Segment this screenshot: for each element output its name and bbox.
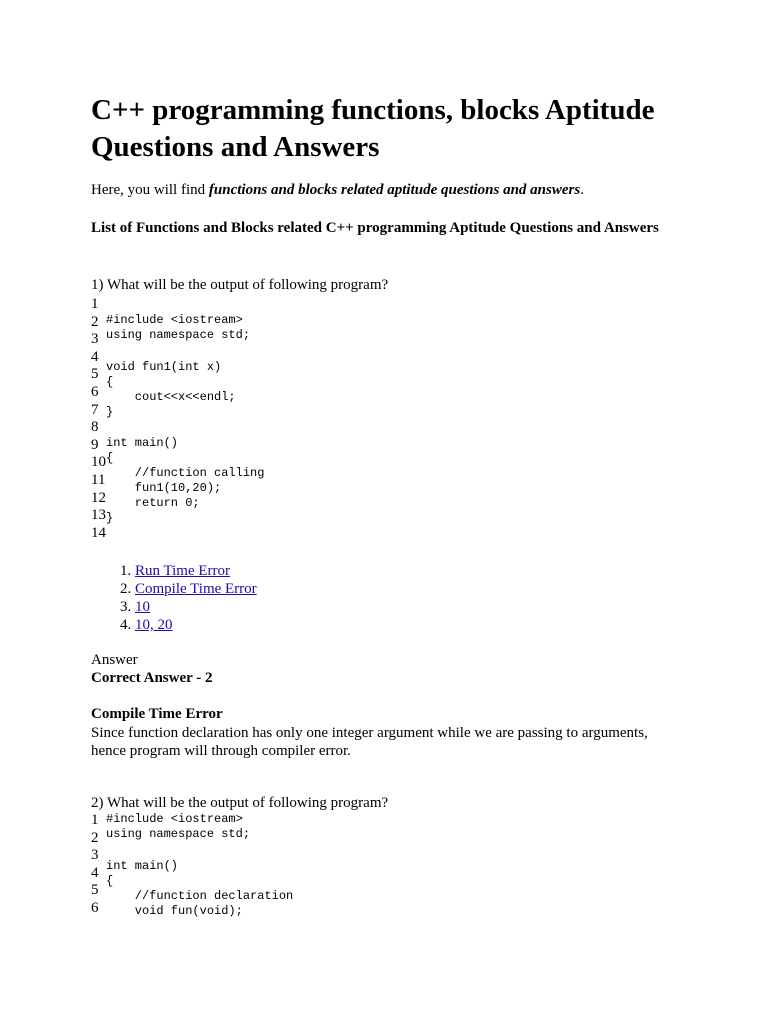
intro-prefix: Here, you will find [91, 182, 209, 198]
section-heading: List of Functions and Blocks related C++ programming Aptitude Questions and Answers [91, 220, 659, 236]
option-item [135, 562, 257, 580]
line-number: 1 [91, 812, 99, 828]
question-2-prompt: 2) What will be the output of following program? [91, 795, 389, 811]
option-item [135, 598, 257, 616]
question-1-line-numbers [91, 296, 106, 542]
option-link-1[interactable]: Run Time Error [135, 563, 231, 579]
line-number: 5 [91, 366, 99, 383]
line-number: 3 [91, 331, 99, 348]
page-title: C++ programming functions, blocks Aptitude Questions and Answers [91, 94, 655, 163]
line-number: 14 [91, 524, 106, 541]
option-link-2[interactable]: Compile Time Error [135, 581, 257, 597]
explanation-title: Compile Time Error [91, 706, 223, 722]
line-number: 11 [91, 471, 106, 488]
line-number: 8 [91, 419, 99, 436]
question-1-code-function: void fun1(int x) { cout<<x<<endl; } [106, 360, 236, 419]
explanation-text: Since function declaration has only one integer argument while we are passing to arguments, hence program will through compiler error. [91, 725, 648, 759]
option-link-3[interactable]: 10 [135, 599, 150, 615]
question-1-prompt: 1) What will be the output of following program? [91, 277, 389, 293]
line-number: 4 [91, 864, 99, 881]
question-1-options [91, 562, 257, 634]
question-1-code-includes: #include <iostream> using namespace std; [106, 313, 251, 342]
line-number: 10 [91, 454, 106, 471]
question-2-code-includes: #include <iostream> using namespace std; [106, 812, 251, 841]
answer-label: Answer [91, 652, 138, 668]
question-1-code-main: int main() { //function calling fun1(10,20); return 0; } [106, 436, 265, 525]
line-number: 13 [91, 507, 106, 524]
option-link-4[interactable]: 10, 20 [135, 617, 173, 633]
line-number: 12 [91, 489, 106, 506]
line-number: 6 [91, 899, 99, 916]
line-number: 1 [91, 296, 99, 312]
line-number: 3 [91, 847, 99, 864]
line-number: 9 [91, 436, 99, 453]
correct-answer: Correct Answer - 2 [91, 670, 213, 686]
line-number: 2 [91, 313, 99, 330]
question-2-code-main: int main() { //function declaration void fun(void); [106, 859, 294, 918]
intro-emphasis: functions and blocks related aptitude questions and answers [208, 182, 581, 198]
option-item [135, 580, 257, 598]
line-number: 5 [91, 882, 99, 899]
option-item [135, 616, 257, 634]
intro-paragraph [91, 182, 584, 199]
line-number: 7 [91, 401, 99, 418]
question-2-line-numbers [91, 812, 99, 918]
intro-suffix: . [580, 182, 584, 198]
line-number: 4 [91, 348, 99, 365]
line-number: 6 [91, 383, 99, 400]
line-number: 2 [91, 829, 99, 846]
